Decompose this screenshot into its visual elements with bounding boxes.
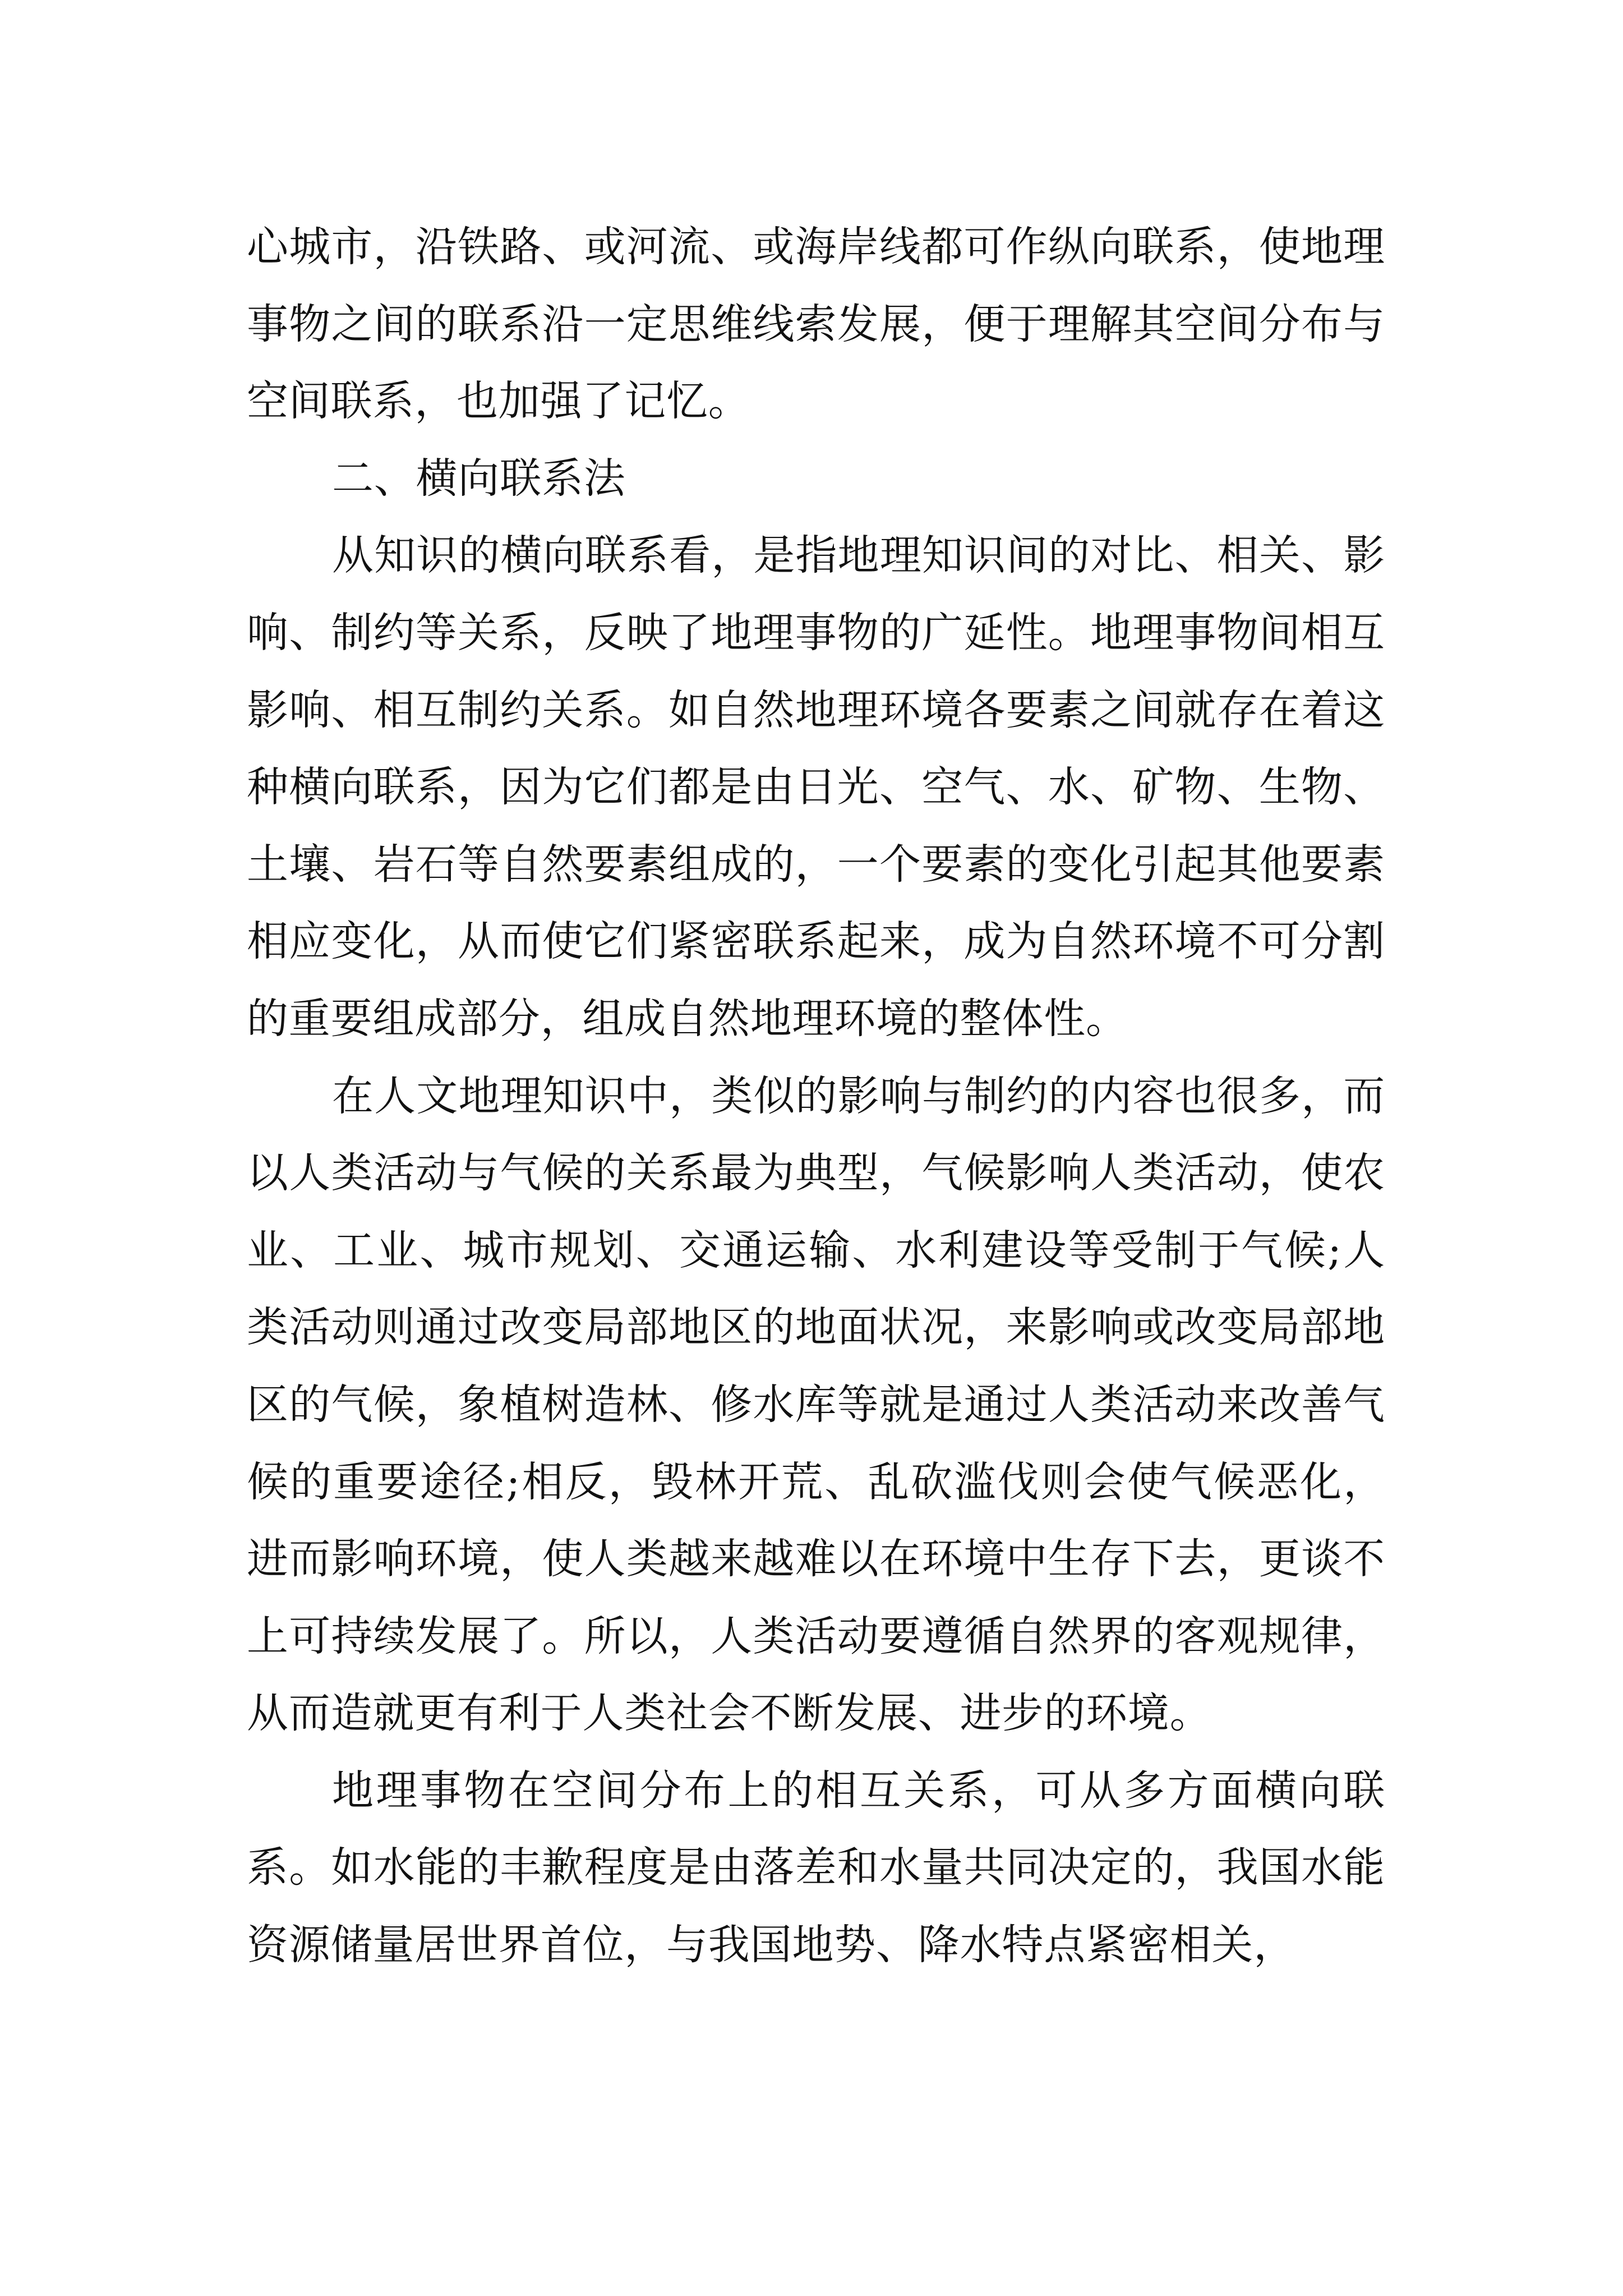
- paragraph-human-geography: 在人文地理知识中，类似的影响与制约的内容也很多，而以人类活动与气候的关系最为典型，气候影响人类活动，使农业、工业、城市规划、交通运输、水利建设等受制于气候;人类活动则通过改变局部地区的地面状况，来影响或改变局部地区的气候，象植树造林、修水库等就是通过人类活动来改善气候的重要途径;相反，毁林开荒、乱砍滥伐则会使气候恶化，进而影响环境，使人类越来越难以在环境中生存下去，更谈不上可持续发展了。所以，人类活动要遵循自然界的客观规律，从而造就更有利于人类社会不断发展、进步的环境。: [247, 1071, 1385, 1738]
- paragraph-horizontal-intro: 从知识的横向联系看，是指地理知识间的对比、相关、影响、制约等关系，反映了地理事物的广延性。地理事物间相互影响、相互制约关系。如自然地理环境各要素之间就存在着这种横向联系，因为它们都是由日光、空气、水、矿物、生物、土壤、岩石等自然要素组成的，一个要素的变化引起其他要素相应变化，从而使它们紧密联系起来，成为自然环境不可分割的重要组成部分，组成自然地理环境的整体性。: [247, 531, 1385, 1043]
- paragraph-continued: 心城市，沿铁路、或河流、或海岸线都可作纵向联系，使地理事物之间的联系沿一定思维线索发展，便于理解其空间分布与空间联系，也加强了记忆。: [247, 223, 1385, 426]
- paragraph-spatial-relation: 地理事物在空间分布上的相互关系，可从多方面横向联系。如水能的丰歉程度是由落差和水量共同决定的，我国水能资源储量居世界首位，与我国地势、降水特点紧密相关，: [247, 1766, 1385, 1970]
- section-heading: 二、横向联系法: [332, 454, 626, 503]
- document-body: [247, 209, 1385, 1984]
